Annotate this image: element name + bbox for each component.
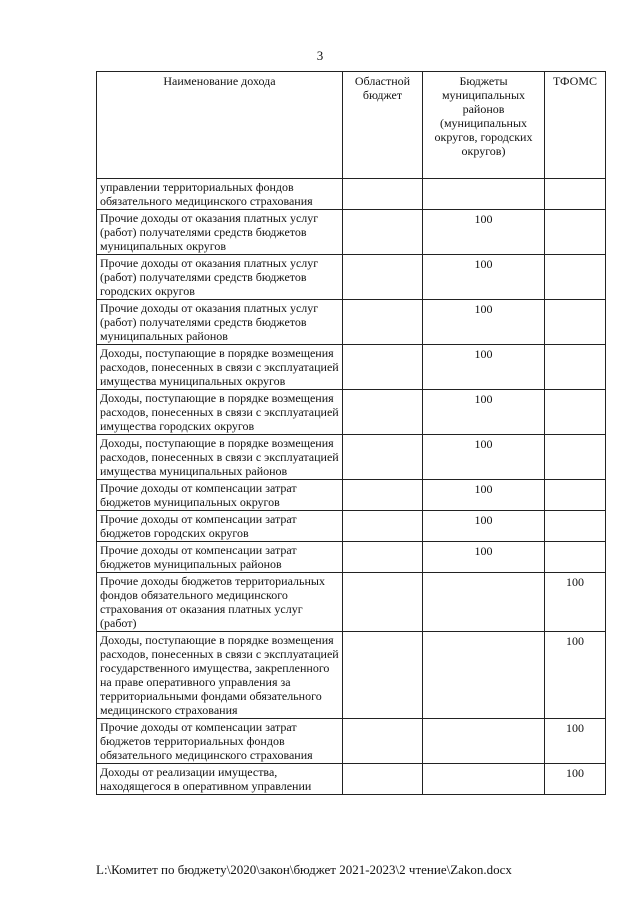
municipal-budgets-cell xyxy=(423,764,545,795)
table-row xyxy=(97,764,606,795)
regional-budget-cell xyxy=(343,511,423,542)
table-row xyxy=(97,255,606,300)
table-row xyxy=(97,210,606,255)
header-tfoms: ТФОМС xyxy=(545,72,606,179)
municipal-budgets-cell: 100 xyxy=(423,480,545,511)
revenue-name-cell: Доходы, поступающие в порядке возмещения расходов, понесенных в связи с эксплуатацией имущества муниципальных районов xyxy=(97,435,343,480)
revenue-name-cell: Доходы, поступающие в порядке возмещения расходов, понесенных в связи с эксплуатацией государственного имущества, закрепленного на праве оперативного управления за территориальными фондами обязательного медицинского страхования xyxy=(97,632,343,719)
tfoms-cell: 100 xyxy=(545,764,606,795)
revenue-name-cell: Доходы, поступающие в порядке возмещения расходов, понесенных в связи с эксплуатацией имущества муниципальных округов xyxy=(97,345,343,390)
tfoms-cell xyxy=(545,542,606,573)
table-row xyxy=(97,542,606,573)
regional-budget-cell xyxy=(343,179,423,210)
municipal-budgets-cell: 100 xyxy=(423,300,545,345)
tfoms-cell xyxy=(545,300,606,345)
tfoms-cell xyxy=(545,345,606,390)
tfoms-cell xyxy=(545,480,606,511)
revenue-name-cell: управлении территориальных фондов обязательного медицинского страхования xyxy=(97,179,343,210)
revenue-name-cell: Прочие доходы от компенсации затрат бюджетов муниципальных округов xyxy=(97,480,343,511)
table-header-row xyxy=(97,72,606,179)
table-row xyxy=(97,511,606,542)
municipal-budgets-cell: 100 xyxy=(423,210,545,255)
regional-budget-cell xyxy=(343,345,423,390)
table-row xyxy=(97,632,606,719)
table-row xyxy=(97,300,606,345)
tfoms-cell xyxy=(545,511,606,542)
table-row xyxy=(97,179,606,210)
regional-budget-cell xyxy=(343,632,423,719)
revenue-name-cell: Доходы от реализации имущества, находящегося в оперативном управлении xyxy=(97,764,343,795)
revenue-name-cell: Прочие доходы от оказания платных услуг (работ) получателями средств бюджетов муниципальных районов xyxy=(97,300,343,345)
regional-budget-cell xyxy=(343,435,423,480)
municipal-budgets-cell: 100 xyxy=(423,542,545,573)
revenue-name-cell: Прочие доходы бюджетов территориальных фондов обязательного медицинского страхования от оказания платных услуг (работ) xyxy=(97,573,343,632)
tfoms-cell: 100 xyxy=(545,719,606,764)
revenue-name-cell: Прочие доходы от оказания платных услуг (работ) получателями средств бюджетов муниципальных округов xyxy=(97,210,343,255)
page-number: 3 xyxy=(316,48,324,63)
municipal-budgets-cell: 100 xyxy=(423,511,545,542)
tfoms-cell: 100 xyxy=(545,632,606,719)
municipal-budgets-cell: 100 xyxy=(423,255,545,300)
municipal-budgets-cell xyxy=(423,632,545,719)
municipal-budgets-cell xyxy=(423,573,545,632)
table-row xyxy=(97,573,606,632)
revenue-distribution-table xyxy=(96,71,606,795)
revenue-name-cell: Прочие доходы от оказания платных услуг (работ) получателями средств бюджетов городских округов xyxy=(97,255,343,300)
municipal-budgets-cell: 100 xyxy=(423,435,545,480)
file-path-footer: L:\Комитет по бюджету\2020\закон\бюджет 2021-2023\2 чтение\Zakon.docx xyxy=(96,862,512,877)
revenue-name-cell: Прочие доходы от компенсации затрат бюджетов муниципальных районов xyxy=(97,542,343,573)
regional-budget-cell xyxy=(343,764,423,795)
table-row xyxy=(97,435,606,480)
regional-budget-cell xyxy=(343,542,423,573)
table-row xyxy=(97,719,606,764)
revenue-name-cell: Доходы, поступающие в порядке возмещения расходов, понесенных в связи с эксплуатацией имущества городских округов xyxy=(97,390,343,435)
tfoms-cell xyxy=(545,179,606,210)
regional-budget-cell xyxy=(343,210,423,255)
table-row xyxy=(97,390,606,435)
table-row xyxy=(97,345,606,390)
tfoms-cell xyxy=(545,210,606,255)
municipal-budgets-cell xyxy=(423,719,545,764)
tfoms-cell xyxy=(545,255,606,300)
tfoms-cell: 100 xyxy=(545,573,606,632)
regional-budget-cell xyxy=(343,573,423,632)
regional-budget-cell xyxy=(343,719,423,764)
regional-budget-cell xyxy=(343,480,423,511)
municipal-budgets-cell: 100 xyxy=(423,390,545,435)
header-revenue-name: Наименование дохода xyxy=(97,72,343,179)
table-row xyxy=(97,480,606,511)
municipal-budgets-cell xyxy=(423,179,545,210)
municipal-budgets-cell: 100 xyxy=(423,345,545,390)
header-municipal-budgets: Бюджеты муниципальных районов (муниципальных округов, городских округов) xyxy=(423,72,545,179)
regional-budget-cell xyxy=(343,390,423,435)
revenue-name-cell: Прочие доходы от компенсации затрат бюджетов городских округов xyxy=(97,511,343,542)
regional-budget-cell xyxy=(343,255,423,300)
regional-budget-cell xyxy=(343,300,423,345)
header-regional-budget: Областной бюджет xyxy=(343,72,423,179)
tfoms-cell xyxy=(545,435,606,480)
tfoms-cell xyxy=(545,390,606,435)
revenue-name-cell: Прочие доходы от компенсации затрат бюджетов территориальных фондов обязательного медицинского страхования xyxy=(97,719,343,764)
